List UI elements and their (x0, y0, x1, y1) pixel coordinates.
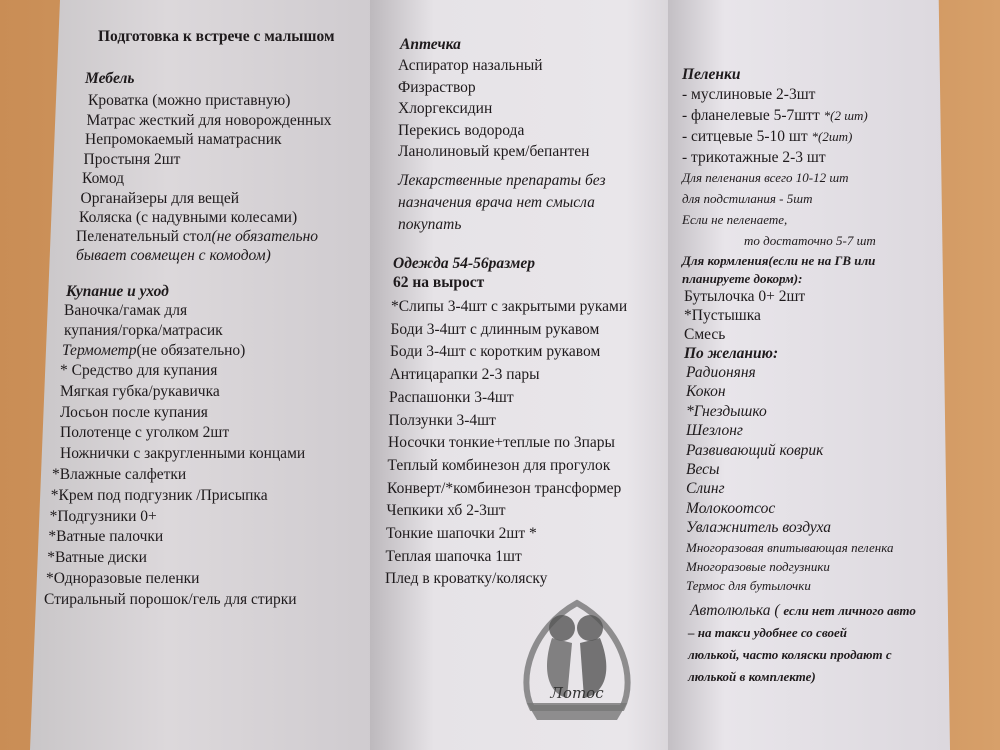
text: Мебель (85, 70, 135, 87)
list-item (684, 307, 761, 325)
text: Перекись водорода (398, 121, 525, 139)
section-heading-pharmacy (400, 36, 461, 54)
list-item (60, 445, 305, 463)
text: планируете докорм): (682, 271, 803, 286)
text: Лекарственные препараты без (398, 172, 606, 189)
list-item (686, 422, 743, 440)
list-item (682, 107, 868, 125)
list-item (686, 442, 823, 460)
text: Стиральный порошок/гель для стирки (44, 590, 297, 608)
text: *Гнездышко (686, 402, 767, 420)
text: Комод (82, 170, 125, 187)
list-item (686, 500, 775, 518)
text: Мягкая губка/рукавичка (60, 382, 220, 400)
list-item (387, 502, 506, 520)
text: *Пустышка (684, 307, 761, 324)
list-item (85, 131, 282, 149)
list-item (388, 434, 615, 452)
text: Полотенце с уголком 2шт (60, 424, 230, 442)
text: Бутылочка 0+ 2шт (684, 288, 806, 305)
text: *Слипы 3-4шт с закрытыми руками (391, 298, 628, 315)
list-item (686, 403, 767, 421)
list-item (682, 169, 849, 187)
text: Термометр (62, 342, 137, 359)
text: (не обязательно) (136, 342, 246, 359)
list-item (684, 326, 725, 344)
list-item (385, 570, 547, 588)
text: Тонкие шапочки 2шт * (386, 525, 537, 542)
text: (не обязательно (211, 228, 319, 245)
text: Смесь (684, 326, 726, 343)
text: *Влажные салфетки (52, 466, 187, 483)
list-item (690, 602, 916, 620)
text: Боди 3-4шт с длинным рукавом (390, 320, 600, 338)
text: Боди 3-4шт с коротким рукавом (390, 343, 601, 361)
text: Если не пеленаете, (682, 212, 788, 227)
text: Подготовка к встрече с малышом (98, 28, 335, 45)
list-item (60, 424, 229, 442)
text: купания/горка/матрасик (64, 322, 223, 339)
list-item (688, 624, 847, 642)
text: - фланелевые 5-7штт (682, 107, 824, 124)
text: то достаточно 5-7 шт (744, 233, 876, 248)
section-heading-feeding-2 (682, 270, 802, 288)
list-item (686, 519, 831, 537)
section-heading-clothes-2 (393, 274, 484, 292)
list-item (87, 112, 332, 130)
list-item (686, 558, 830, 576)
text: – на такси удобнее со своей (688, 625, 847, 640)
text: Конверт/*комбинезон трансформер (387, 479, 622, 497)
text: *Ватные палочки (48, 528, 164, 546)
list-item (682, 128, 852, 146)
list-item (688, 646, 892, 664)
text: - ситцевые 5-10 шт (682, 128, 812, 145)
list-item (398, 172, 606, 190)
list-item (51, 487, 268, 505)
list-item (60, 383, 220, 401)
text: Многоразовая впитывающая пеленка (686, 539, 894, 555)
text: Коляска (с надувными колесами) (79, 209, 298, 226)
text: Хлоргексидин (398, 100, 493, 117)
list-item (391, 298, 627, 316)
list-item (76, 247, 271, 265)
list-item (398, 79, 476, 97)
list-item (686, 480, 725, 498)
section-heading-furniture (85, 70, 135, 88)
text: Для пеленания всего 10-12 шт (682, 170, 849, 185)
list-item (398, 100, 492, 118)
text: Шезлонг (686, 422, 743, 440)
text: Теплый комбинезон для прогулок (387, 456, 611, 474)
text: для подстилания - 5шт (682, 191, 813, 206)
text: Автолюлька ( (690, 602, 784, 619)
text: Пеленки (682, 66, 741, 83)
section-heading-bath (66, 283, 169, 301)
logo-text: Лотос (550, 684, 604, 702)
list-item (682, 211, 787, 229)
list-item (398, 194, 595, 212)
list-item (386, 548, 522, 566)
text: бывает совмещен с комодом) (76, 247, 271, 264)
list-item (686, 577, 811, 595)
list-item (688, 668, 816, 686)
list-item (60, 404, 208, 422)
list-item (391, 321, 600, 339)
text: Лосьон после купания (60, 403, 208, 421)
text: Ланолиновый крем/бепантен (398, 143, 590, 160)
list-item (62, 342, 245, 360)
list-item (48, 528, 163, 546)
list-item (686, 461, 720, 479)
list-item (387, 480, 621, 498)
text: Слинг (686, 480, 725, 498)
text: Увлажнитель воздуха (686, 519, 832, 537)
text: Матрас жесткий для новорожденных (86, 111, 332, 129)
text: Теплая шапочка 1шт (385, 547, 522, 565)
list-item (88, 92, 290, 110)
list-item (744, 232, 876, 250)
list-item (684, 288, 805, 306)
text: Развивающий коврик (686, 441, 824, 459)
text: Антицарапки 2-3 пары (389, 366, 540, 384)
list-item (44, 591, 297, 609)
list-item (47, 549, 147, 567)
text: *Крем под подгузник /Присыпка (50, 486, 268, 504)
list-item (50, 508, 157, 526)
list-item (398, 57, 543, 75)
list-item (686, 539, 894, 557)
text: Ножнички с закругленными концами (60, 445, 306, 463)
list-item (398, 122, 524, 140)
text: Непромокаемый наматрасник (85, 131, 282, 148)
list-item (76, 228, 318, 246)
text: Для кормления(если не на ГВ или (682, 253, 876, 268)
text: *(2шт) (811, 129, 853, 144)
text: Простыня 2шт (83, 150, 181, 168)
text: Распашонки 3-4шт (389, 388, 514, 406)
list-item (60, 362, 217, 380)
text: Многоразовые подгузники (686, 559, 830, 574)
text: 62 на вырост (393, 274, 485, 291)
list-item (686, 364, 756, 382)
list-item (64, 302, 187, 320)
text: Молокоотсос (686, 499, 776, 517)
text: Аспиратор назальный (398, 57, 543, 74)
list-item (682, 149, 826, 167)
list-item (390, 366, 540, 384)
list-item (386, 525, 537, 543)
text: Термос для бутылочки (686, 578, 811, 594)
section-heading-clothes (393, 255, 535, 273)
list-item (682, 86, 815, 104)
list-item (79, 209, 297, 227)
text: Кроватка (можно приставную) (88, 92, 291, 109)
text: Пеленательный стол (76, 228, 212, 245)
list-item (398, 143, 589, 161)
text: * Средство для купания (60, 362, 218, 379)
text: Аптечка (400, 36, 461, 53)
text: Кокон (686, 383, 726, 401)
list-item (390, 343, 600, 361)
text: Радионяня (686, 364, 756, 381)
list-item (686, 383, 726, 401)
text: Плед в кроватку/коляску (385, 570, 548, 588)
list-item (64, 322, 223, 340)
text: Органайзеры для вещей (80, 189, 240, 207)
list-item (389, 389, 514, 407)
text: Ползунки 3-4шт (388, 411, 496, 429)
text: *Одноразовые пеленки (46, 570, 200, 587)
text: назначения врача нет смысла (398, 194, 595, 211)
text: Весы (686, 461, 720, 478)
text: Физраствор (398, 78, 476, 96)
section-heading-optional (684, 345, 778, 363)
text: если нет личного авто (783, 603, 916, 618)
text: Носочки тонкие+теплые по 3пары (388, 434, 615, 452)
text: люлькой в комплекте) (688, 669, 816, 684)
list-item (389, 412, 496, 430)
text: - трикотажные 2-3 шт (682, 149, 826, 166)
text: Ваночка/гамак для (64, 302, 188, 319)
section-heading-diapers (682, 66, 740, 84)
text: *Ватные диски (47, 549, 147, 567)
list-item (81, 190, 240, 208)
text: По желанию: (684, 345, 779, 362)
text: *Подгузники 0+ (49, 507, 157, 525)
page-title (98, 28, 335, 46)
text: люлькой, часто коляски продают с (688, 647, 892, 662)
list-item (46, 570, 199, 588)
text: Купание и уход (66, 283, 169, 300)
text: Одежда 54-56размер (393, 255, 536, 272)
text: покупать (398, 216, 462, 233)
text: *(2 шт) (823, 108, 868, 123)
list-item (52, 466, 186, 484)
lotos-logo (512, 598, 642, 723)
list-item (388, 457, 611, 475)
list-item (84, 151, 181, 169)
text: Чепкики хб 2-3шт (386, 502, 506, 520)
list-item (398, 216, 461, 234)
section-heading-feeding (682, 252, 875, 270)
list-item (82, 170, 124, 188)
list-item (682, 190, 812, 208)
text: - муслиновые 2-3шт (682, 86, 816, 103)
